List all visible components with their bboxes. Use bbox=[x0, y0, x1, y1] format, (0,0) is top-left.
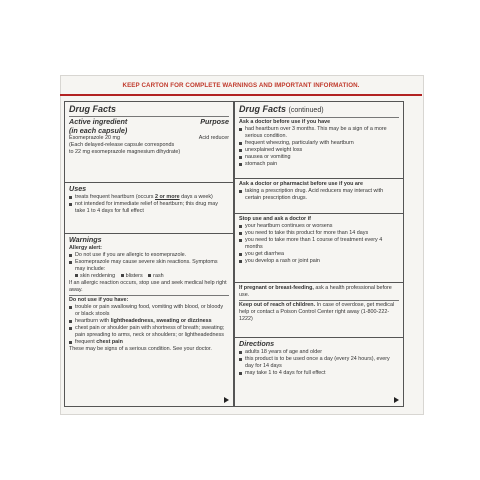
directions-heading: Directions bbox=[239, 339, 275, 348]
do-not-use-note: These may be signs of a serious condition. See your doctor. bbox=[69, 345, 212, 352]
ask-pharmacist-section bbox=[235, 179, 403, 214]
allergy-alert-heading: Allergy alert: bbox=[69, 244, 102, 251]
ask-doctor-item-4: nausea or vomiting bbox=[239, 154, 399, 161]
divider bbox=[239, 300, 399, 301]
stop-use-item-4: you get diarrhea bbox=[239, 251, 399, 258]
ask-pharmacist-heading: Ask a doctor or pharmacist before use if you are bbox=[239, 181, 364, 187]
do-not-use-item-2: heartburn with lightheadedness, sweating or dizziness bbox=[69, 318, 229, 325]
symptom-list: skin reddening blisters rash bbox=[69, 273, 229, 280]
directions-item-3: may take 1 to 4 days for full effect bbox=[239, 370, 399, 377]
pregnancy-warning: If pregnant or breast-feeding, ask a health professional before use. bbox=[239, 285, 392, 298]
ask-doctor-item-2: frequent wheezing, particularly with heartburn bbox=[239, 140, 399, 147]
active-note-1: (Each delayed-release capsule corresponds bbox=[69, 142, 175, 148]
keep-out-of-reach: Keep out of reach of children. In case of overdose, get medical help or contact a Poison Control Center right away (1-800-222-1222) bbox=[239, 302, 395, 322]
stop-use-item-2: you need to take this product for more than 14 days bbox=[239, 230, 399, 237]
do-not-use-item-3: chest pain or shoulder pain with shortness of breath; sweating; pain spreading to arms, neck or shoulders; or lightheadedness bbox=[69, 325, 229, 339]
allergy-item-1: Do not use if you are allergic to esomeprazole. bbox=[69, 252, 229, 259]
pregnancy-section bbox=[235, 283, 403, 338]
ask-doctor-item-5: stomach pain bbox=[239, 161, 399, 168]
left-column bbox=[64, 101, 234, 407]
drug-facts-title: Drug Facts bbox=[69, 104, 117, 114]
warnings-heading: Warnings bbox=[69, 235, 102, 244]
ask-pharmacist-item-1: taking a prescription drug. Acid reducers may interact with certain prescription drugs. bbox=[239, 188, 399, 202]
active-note-2: to 22 mg esomeprazole magnesium dihydrate) bbox=[69, 149, 181, 155]
purpose-heading: Purpose bbox=[200, 117, 229, 126]
warning-banner: KEEP CARTON FOR COMPLETE WARNINGS AND IMPORTANT INFORMATION. bbox=[122, 82, 360, 89]
active-ingredient-line: Esomeprazole 20 mg bbox=[69, 135, 120, 141]
allergy-item-3: If an allergic reaction occurs, stop use and seek medical help right away. bbox=[69, 279, 227, 293]
red-rule bbox=[60, 94, 422, 96]
do-not-use-heading: Do not use if you have: bbox=[69, 296, 129, 303]
continue-arrow-icon bbox=[394, 397, 399, 403]
ask-doctor-item-3: unexplained weight loss bbox=[239, 147, 399, 154]
uses-section bbox=[65, 183, 233, 234]
uses-heading: Uses bbox=[69, 184, 87, 193]
ask-doctor-item-1: had heartburn over 3 months. This may be a sign of a more serious condition. bbox=[239, 126, 399, 140]
active-ingredient-heading: Active ingredient bbox=[69, 117, 128, 126]
uses-item-1: treats frequent heartburn (occurs 2 or more days a week) bbox=[69, 194, 229, 201]
right-column bbox=[234, 101, 404, 407]
stop-use-item-1: your heartburn continues or worsens bbox=[239, 223, 399, 230]
stop-use-section bbox=[235, 214, 403, 283]
do-not-use-item-4: frequent chest pain bbox=[69, 339, 229, 346]
ask-doctor-heading: Ask a doctor before use if you have bbox=[239, 119, 331, 125]
do-not-use-item-1: trouble or pain swallowing food, vomiting with blood, or bloody or black stools bbox=[69, 304, 229, 318]
directions-item-1: adults 18 years of age and older bbox=[239, 349, 399, 356]
stop-use-heading: Stop use and ask a doctor if bbox=[239, 216, 311, 222]
directions-section bbox=[235, 338, 403, 379]
stop-use-item-5: you develop a rash or joint pain bbox=[239, 258, 399, 265]
warnings-section bbox=[65, 234, 233, 355]
active-ingredient-section bbox=[65, 102, 233, 183]
divider bbox=[69, 295, 229, 296]
ask-doctor-section bbox=[235, 102, 403, 179]
active-ingredient-sub: (in each capsule) bbox=[69, 125, 128, 135]
stop-use-item-3: you need to take more than 1 course of treatment every 4 months bbox=[239, 237, 399, 251]
purpose-value: Acid reducer bbox=[198, 135, 229, 141]
drug-facts-continued-title: Drug Facts (continued) bbox=[239, 104, 324, 114]
directions-item-2: this product is to be used once a day (every 24 hours), every day for 14 days bbox=[239, 356, 399, 370]
allergy-item-2: Esomeprazole may cause severe skin reactions. Symptoms may include: bbox=[69, 259, 229, 273]
continue-arrow-icon bbox=[224, 397, 229, 403]
divider bbox=[239, 117, 399, 118]
uses-item-2: not intended for immediate relief of heartburn; this drug may take 1 to 4 days for full effect bbox=[69, 201, 229, 215]
